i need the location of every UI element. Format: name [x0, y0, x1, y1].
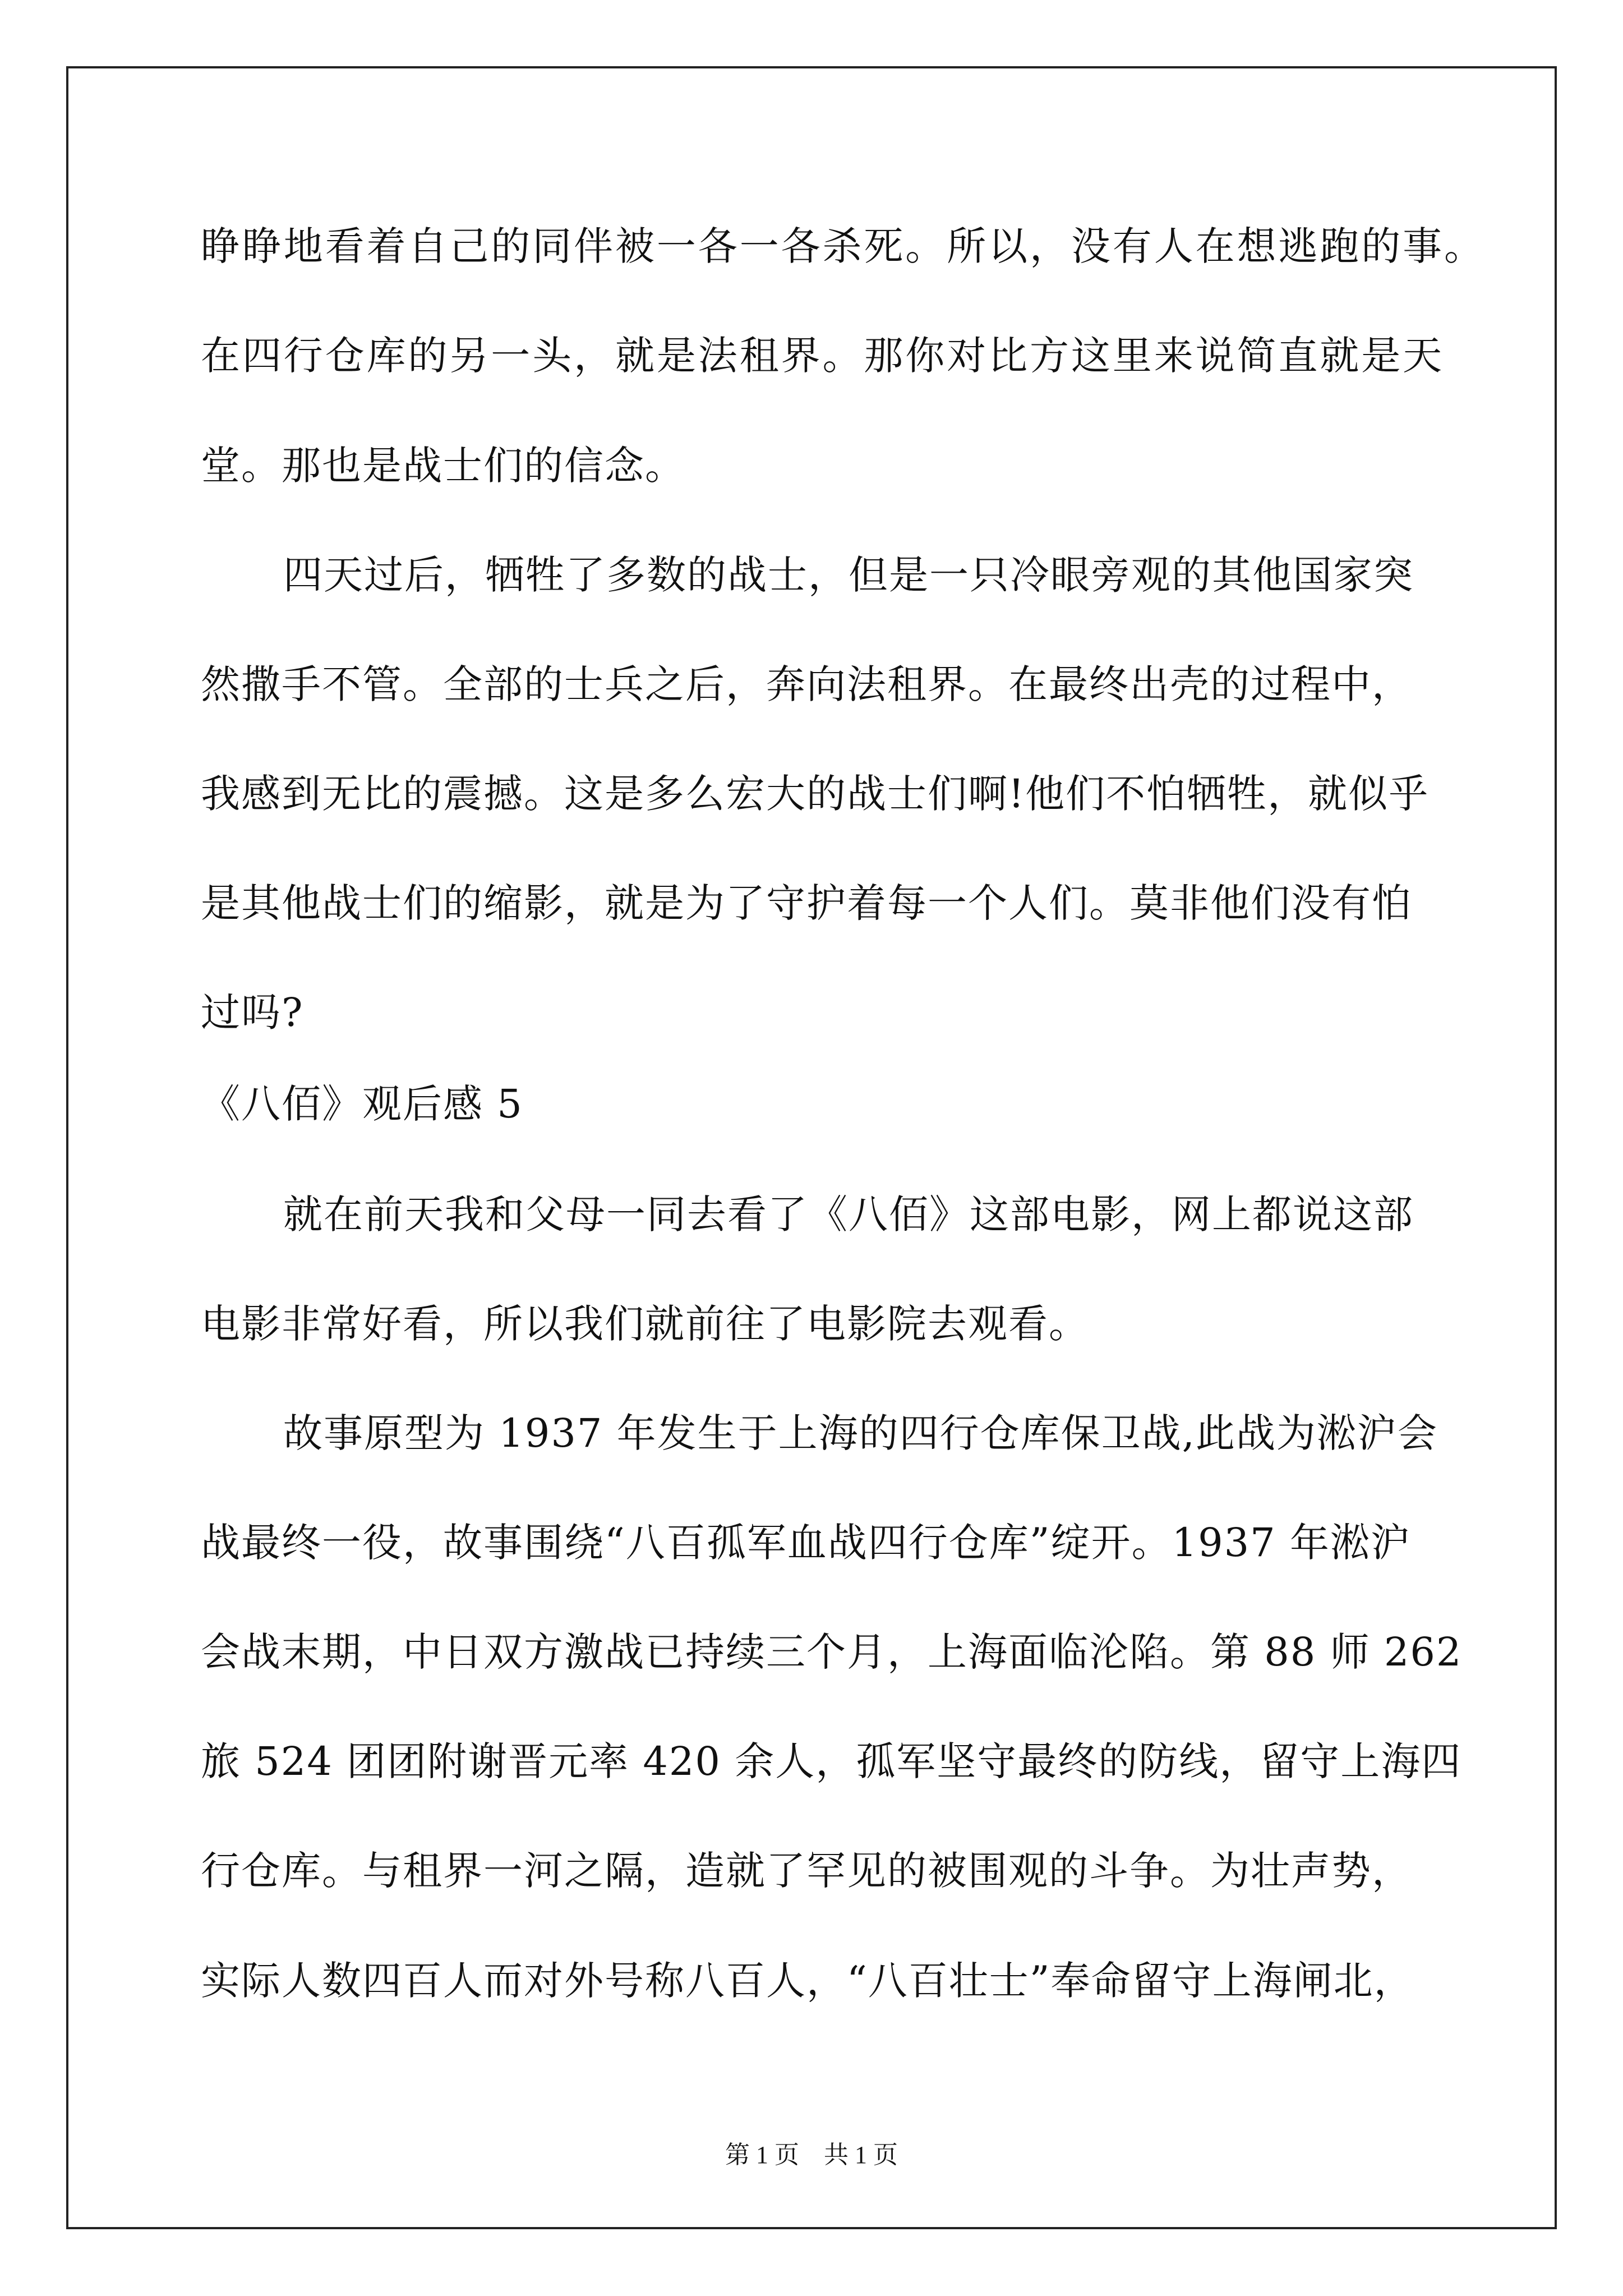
text-line-11: 电影非常好看，所以我们就前往了电影院去观看。: [201, 1301, 1089, 1347]
text-line-7: 是其他战士们的缩影，就是为了守护着每一个人们。莫非他们没有怕: [201, 880, 1412, 926]
text-line-5: 然撒手不管。全部的士兵之后，奔向法租界。在最终出壳的过程中，: [201, 661, 1412, 707]
section-heading: 《八佰》观后感 5: [201, 1081, 523, 1127]
text-line-2: 在四行仓库的另一头，就是法租界。那你对比方这里来说简直就是天: [201, 333, 1444, 379]
text-line-14: 会战末期，中日双方激战已持续三个月，上海面临沦陷。第 88 师 262: [201, 1629, 1463, 1675]
text-line-4: 四天过后，牺牲了多数的战士，但是一只冷眼旁观的其他国家突: [283, 552, 1414, 598]
text-line-8: 过吗?: [201, 990, 304, 1036]
text-line-17: 实际人数四百人而对外号称八百人，“八百壮士”奉命留守上海闸北，: [201, 1958, 1414, 2004]
page-border: [66, 66, 1557, 2229]
text-line-12: 故事原型为 1937 年发生于上海的四行仓库保卫战,此战为淞沪会: [283, 1410, 1438, 1456]
text-line-15: 旅 524 团团附谢晋元率 420 余人，孤军坚守最终的防线，留守上海四: [201, 1738, 1462, 1784]
text-line-10: 就在前天我和父母一同去看了《八佰》这部电影，网上都说这部: [283, 1191, 1414, 1237]
text-line-13: 战最终一役，故事围绕“八百孤军血战四行仓库”绽开。1937 年淞沪: [201, 1520, 1411, 1566]
text-line-1: 睁睁地看着自己的同伴被一各一各杀死。所以，没有人在想逃跑的事。: [201, 223, 1486, 269]
text-line-6: 我感到无比的震撼。这是多么宏大的战士们啊!他们不怕牺牲，就似乎: [201, 771, 1430, 817]
page-number-footer: 第 1 页 共 1 页: [725, 2141, 898, 2169]
text-line-16: 行仓库。与租界一河之隔，造就了罕见的被围观的斗争。为壮声势，: [201, 1848, 1412, 1894]
text-line-3: 堂。那也是战士们的信念。: [201, 443, 685, 489]
